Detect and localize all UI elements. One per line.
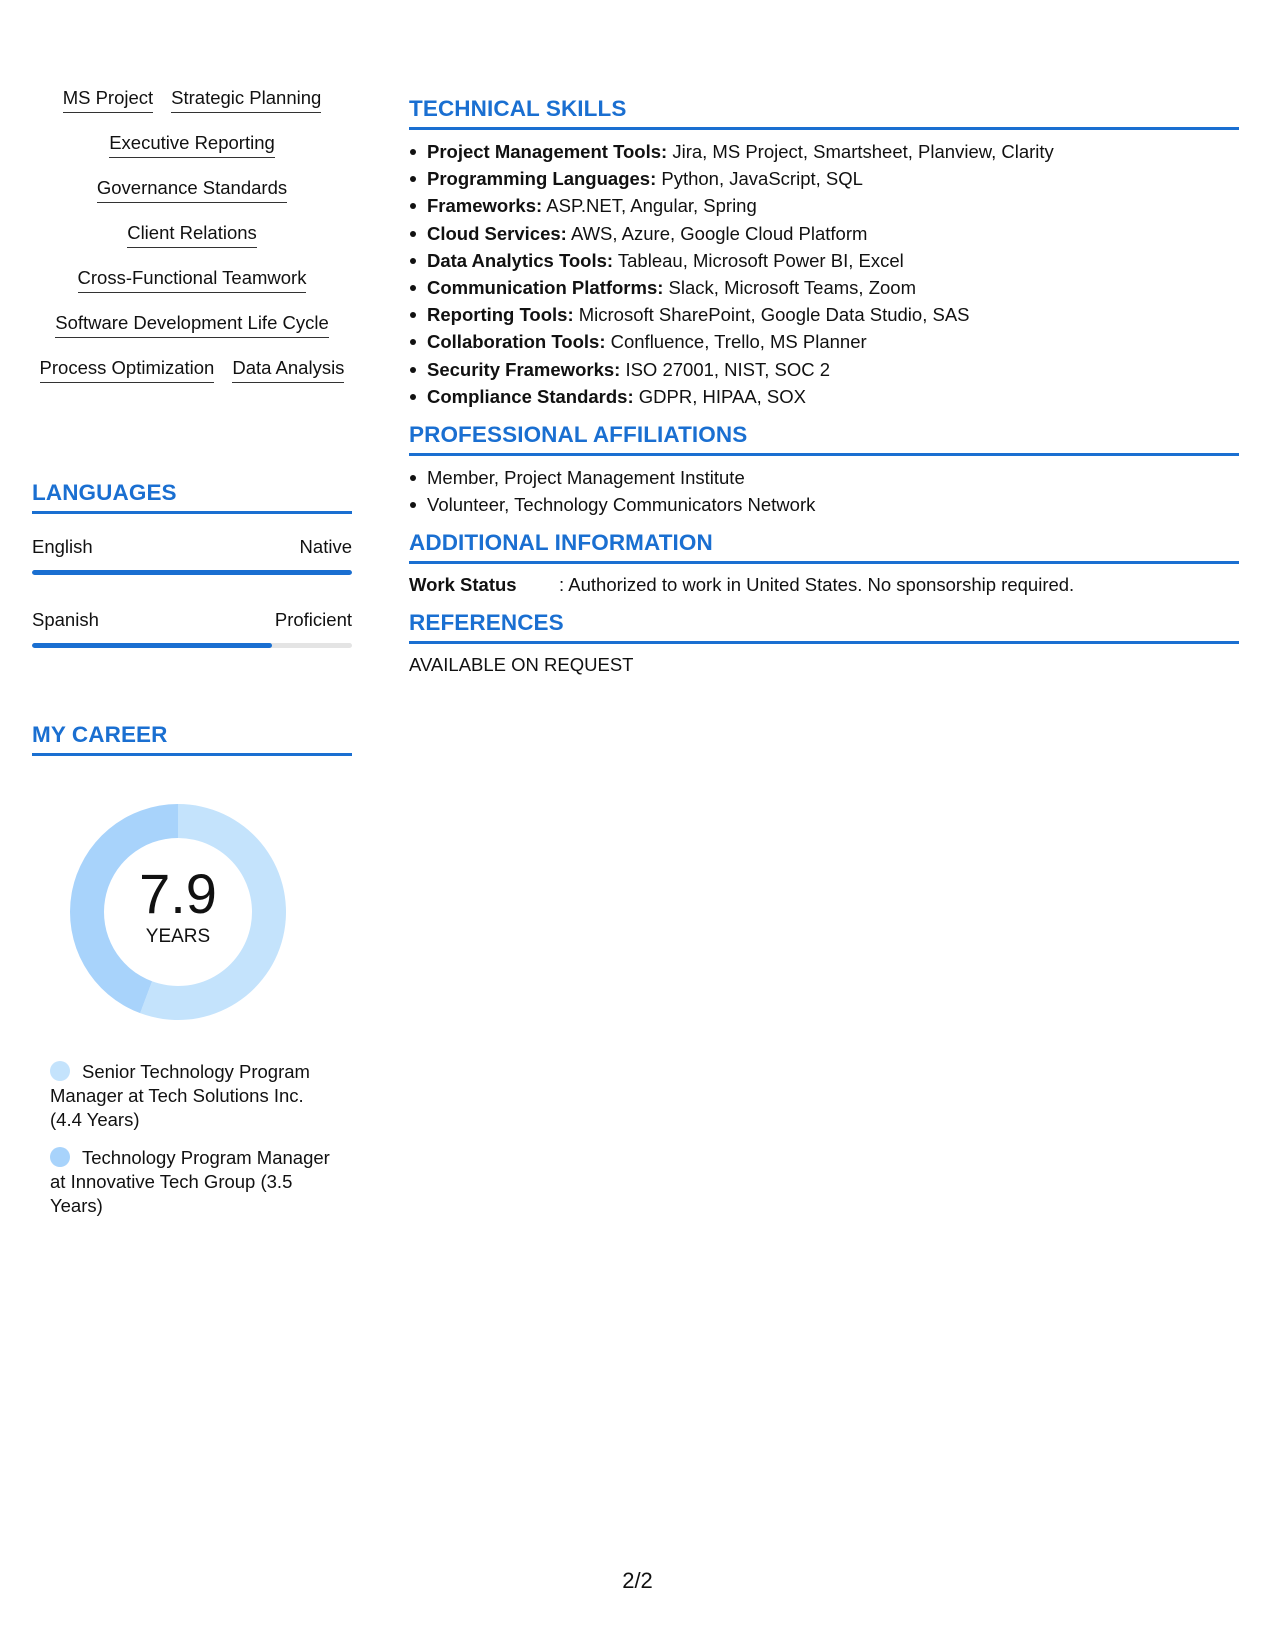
technical-skill-label: Reporting Tools: xyxy=(427,304,574,326)
additional-info-heading: ADDITIONAL INFORMATION xyxy=(409,530,1239,564)
technical-skill-item xyxy=(409,274,1239,301)
affiliation-item: Volunteer, Technology Communicators Network xyxy=(409,491,1239,518)
career-total-value: 7.9 xyxy=(139,862,217,925)
skills-tag-list xyxy=(32,86,352,383)
technical-skill-item xyxy=(409,356,1239,383)
career-legend-label: Senior Technology Program Manager at Tech Solutions Inc. (4.4 Years) xyxy=(50,1061,310,1130)
technical-skill-value: Jira, MS Project, Smartsheet, Planview, Clarity xyxy=(667,141,1054,162)
affiliations-section xyxy=(409,422,1239,518)
career-legend xyxy=(50,1060,340,1232)
technical-skill-item xyxy=(409,383,1239,410)
technical-skill-value: AWS, Azure, Google Cloud Platform xyxy=(566,222,868,244)
technical-skill-label: Frameworks: xyxy=(427,195,543,217)
page-number: 2/2 xyxy=(622,1568,653,1593)
languages-section xyxy=(32,480,352,648)
legend-dot-icon xyxy=(50,1061,70,1081)
language-proficiency-fill xyxy=(32,643,272,648)
language-proficiency-bar xyxy=(32,570,352,575)
language-item xyxy=(32,609,352,648)
language-item xyxy=(32,536,352,575)
language-level: Proficient xyxy=(274,609,352,630)
additional-info-section xyxy=(409,530,1239,598)
skill-tag: Process Optimization xyxy=(40,356,215,383)
technical-skill-label: Data Analytics Tools: xyxy=(427,249,614,271)
work-status-label: Work Status xyxy=(409,574,517,596)
skill-tag: Software Development Life Cycle xyxy=(55,311,329,338)
career-heading: MY CAREER xyxy=(32,722,352,756)
technical-skill-label: Communication Platforms: xyxy=(427,277,664,299)
career-legend-label: Technology Program Manager at Innovative Tech Group (3.5 Years) xyxy=(50,1147,330,1216)
technical-skill-label: Security Frameworks: xyxy=(427,358,621,380)
technical-skill-label: Cloud Services: xyxy=(427,222,567,244)
technical-skill-value: ISO 27001, NIST, SOC 2 xyxy=(620,358,831,380)
career-total-unit: YEARS xyxy=(145,926,211,947)
technical-skill-item xyxy=(409,220,1239,247)
skill-tag: MS Project xyxy=(63,86,153,113)
technical-skill-item xyxy=(409,165,1239,192)
technical-skill-item xyxy=(409,192,1239,219)
right-column xyxy=(409,96,1239,690)
legend-dot-icon xyxy=(50,1147,70,1167)
technical-skill-value: Confluence, Trello, MS Planner xyxy=(605,331,867,353)
technical-skill-item xyxy=(409,138,1239,165)
technical-skill-value: Slack, Microsoft Teams, Zoom xyxy=(663,277,916,299)
languages-heading: LANGUAGES xyxy=(32,480,352,514)
affiliation-item: Member, Project Management Institute xyxy=(409,464,1239,491)
technical-skill-value: Microsoft SharePoint, Google Data Studio, SAS xyxy=(573,304,970,326)
language-proficiency-bar xyxy=(32,643,352,648)
technical-skill-label: Project Management Tools: xyxy=(427,141,668,162)
language-level: Native xyxy=(299,536,352,557)
technical-skill-value: GDPR, HIPAA, SOX xyxy=(633,385,807,407)
skill-tag: Governance Standards xyxy=(97,176,287,203)
technical-skill-item xyxy=(409,301,1239,328)
technical-skills-list xyxy=(409,138,1239,410)
references-section xyxy=(409,610,1239,678)
affiliations-list xyxy=(409,464,1239,518)
technical-skill-item xyxy=(409,247,1239,274)
language-name: Spanish xyxy=(32,609,99,630)
skill-tag: Executive Reporting xyxy=(109,131,275,158)
career-section xyxy=(32,722,352,1216)
technical-skill-label: Compliance Standards: xyxy=(427,385,634,407)
skill-tag: Strategic Planning xyxy=(171,86,321,113)
technical-skill-value: Python, JavaScript, SQL xyxy=(656,168,863,190)
technical-skill-label: Programming Languages: xyxy=(427,168,657,190)
references-heading: REFERENCES xyxy=(409,610,1239,644)
language-proficiency-fill xyxy=(32,570,352,575)
technical-skills-section xyxy=(409,96,1239,410)
references-text: AVAILABLE ON REQUEST xyxy=(409,654,634,676)
technical-skill-label: Collaboration Tools: xyxy=(427,331,606,353)
career-legend-item xyxy=(50,1060,340,1132)
affiliations-heading: PROFESSIONAL AFFILIATIONS xyxy=(409,422,1239,456)
language-name: English xyxy=(32,536,93,557)
technical-skill-value: ASP.NET, Angular, Spring xyxy=(542,195,757,217)
career-donut-chart xyxy=(66,800,290,1024)
technical-skill-value: Tableau, Microsoft Power BI, Excel xyxy=(613,249,904,271)
technical-skills-heading: TECHNICAL SKILLS xyxy=(409,96,1239,130)
technical-skill-item xyxy=(409,328,1239,355)
skill-tag: Client Relations xyxy=(127,221,257,248)
work-status-value: : Authorized to work in United States. No sponsorship required. xyxy=(559,574,1075,596)
skill-tag: Data Analysis xyxy=(232,356,344,383)
skill-tag: Cross-Functional Teamwork xyxy=(78,266,307,293)
work-status-row xyxy=(409,572,1239,598)
career-legend-item xyxy=(50,1146,340,1218)
